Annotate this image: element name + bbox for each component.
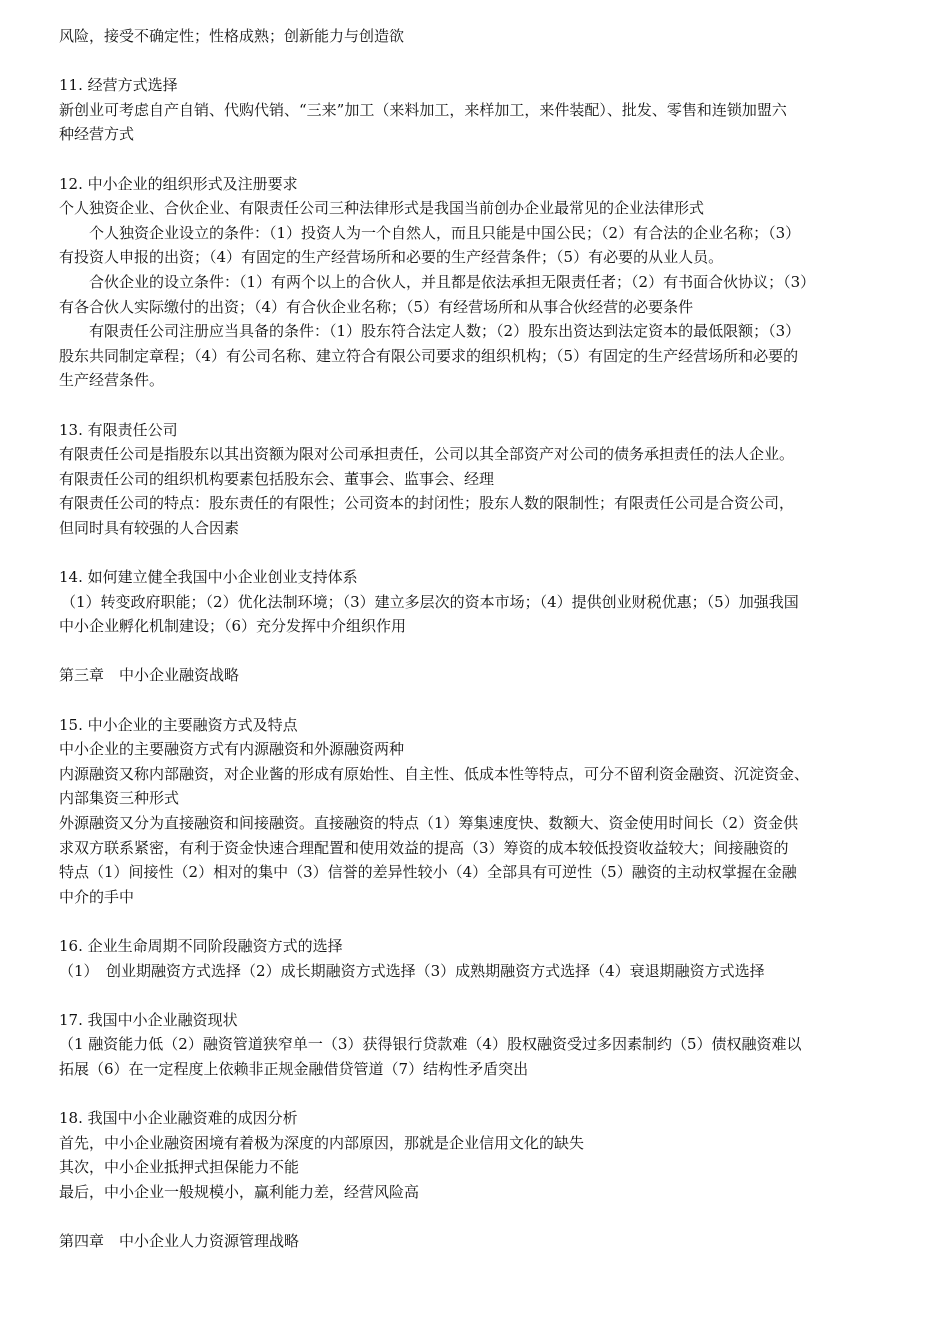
text-line: 特点（1）间接性（2）相对的集中（3）信誉的差异性较小（4）全部具有可逆性（5）融资的主动权掌握在金融 (59, 863, 797, 882)
section-heading: 16. 企业生命周期不同阶段融资方式的选择 (59, 936, 343, 955)
chapter-heading: 第四章 中小企业人力资源管理战略 (59, 1232, 300, 1251)
chapter-heading: 第三章 中小企业融资战略 (59, 666, 240, 685)
paragraph-gap (59, 1082, 887, 1107)
paragraph-gap (59, 983, 887, 1008)
document-page (59, 24, 887, 1254)
text-line: 股东共同制定章程；（4）有公司名称、建立符合有限公司要求的组织机构；（5）有固定的生产经营场所和必要的 (59, 346, 799, 365)
text-line: 中介的手中 (59, 887, 135, 906)
section-heading: 18. 我国中小企业融资难的成因分析 (59, 1109, 298, 1128)
text-line: 个人独资企业、合伙企业、有限责任公司三种法律形式是我国当前创办企业最常见的企业法律形式 (59, 199, 705, 218)
text-line: （1 融资能力低（2）融资管道狭窄单一（3）获得银行贷款难（4）股权融资受过多因素制约（5）债权融资难以 (59, 1035, 802, 1054)
text-line: 中小企业孵化机制建设；（6）充分发挥中介组织作用 (59, 617, 407, 636)
text-line: 最后，中小企业一般规模小，赢利能力差，经营风险高 (59, 1182, 420, 1201)
section-heading: 12. 中小企业的组织形式及注册要求 (59, 174, 298, 193)
text-line: 合伙企业的设立条件：（1）有两个以上的合伙人，并且都是依法承担无限责任者；（2）有书面合伙协议；（3） (89, 272, 816, 291)
text-line: 新创业可考虑自产自销、代购代销、“三来”加工（来料加工，来样加工，来件装配）、批发、零售和连锁加盟六 (59, 100, 787, 119)
section-heading: 14. 如何建立健全我国中小企业创业支持体系 (59, 568, 358, 587)
paragraph-gap (59, 49, 887, 74)
text-line: 首先，中小企业融资困境有着极为深度的内部原因，那就是企业信用文化的缺失 (59, 1133, 585, 1152)
section-heading: 15. 中小企业的主要融资方式及特点 (59, 715, 298, 734)
text-line: 有投资人申报的出资；（4）有固定的生产经营场所和必要的生产经营条件；（5）有必要的从业人员。 (59, 248, 724, 267)
text-line: 但同时具有较强的人合因素 (59, 518, 240, 537)
paragraph-gap (59, 688, 887, 713)
text-line: 内部集资三种形式 (59, 789, 180, 808)
paragraph-gap (59, 147, 887, 172)
text-line: （1）转变政府职能；（2）优化法制环境；（3）建立多层次的资本市场；（4）提供创业财税优惠；（5）加强我国 (61, 592, 799, 611)
text-line: 求双方联系紧密，有利于资金快速合理配置和使用效益的提高（3）筹资的成本较低投资收益较大；间接融资的 (59, 838, 789, 857)
text-line: 中小企业的主要融资方式有内源融资和外源融资两种 (59, 740, 405, 759)
text-line: 拓展（6）在一定程度上依赖非正规金融借贷管道（7）结构性矛盾突出 (59, 1059, 529, 1078)
text-line: 风险，接受不确定性；性格成熟；创新能力与创造欲 (59, 27, 405, 45)
section-heading: 11. 经营方式选择 (59, 76, 178, 95)
text-line: 有限责任公司注册应当具备的条件：（1）股东符合法定人数；（2）股东出资达到法定资本的最低限额；（3） (89, 322, 801, 341)
paragraph-gap (59, 540, 887, 565)
section-heading: 13. 有限责任公司 (59, 420, 178, 439)
text-line: 个人独资企业设立的条件：（1）投资人为一个自然人，而且只能是中国公民；（2）有合法的企业名称；（3） (89, 223, 801, 242)
text-line: （1） 创业期融资方式选择（2）成长期融资方式选择（3）成熟期融资方式选择（4）衰退期融资方式选择 (59, 961, 765, 980)
text-line: 有限责任公司的特点：股东责任的有限性；公司资本的封闭性；股东人数的限制性；有限责任公司是合资公司， (59, 494, 795, 513)
section-heading: 17. 我国中小企业融资现状 (59, 1010, 238, 1029)
text-line: 生产经营条件。 (59, 371, 165, 390)
text-line: 外源融资又分为直接融资和间接融资。直接融资的特点（1）筹集速度快、数额大、资金使用时间长（2）资金供 (59, 814, 799, 832)
paragraph-gap (59, 639, 887, 664)
text-line: 种经营方式 (59, 125, 135, 144)
paragraph-gap (59, 1205, 887, 1230)
paragraph-gap (59, 909, 887, 934)
text-line: 其次，中小企业抵押式担保能力不能 (59, 1158, 300, 1177)
text-line: 有各合伙人实际缴付的出资；（4）有合伙企业名称；（5）有经营场所和从事合伙经营的必要条件 (59, 297, 694, 316)
paragraph-gap (59, 393, 887, 418)
text-line: 有限责任公司的组织机构要素包括股东会、董事会、监事会、经理 (59, 469, 495, 488)
text-line: 内源融资又称内部融资，对企业酱的形成有原始性、自主性、低成本性等特点，可分不留利资金融资、沉淀资金、 (59, 764, 810, 783)
text-line: 有限责任公司是指股东以其出资额为限对公司承担责任，公司以其全部资产对公司的债务承担责任的法人企业。 (59, 445, 795, 464)
